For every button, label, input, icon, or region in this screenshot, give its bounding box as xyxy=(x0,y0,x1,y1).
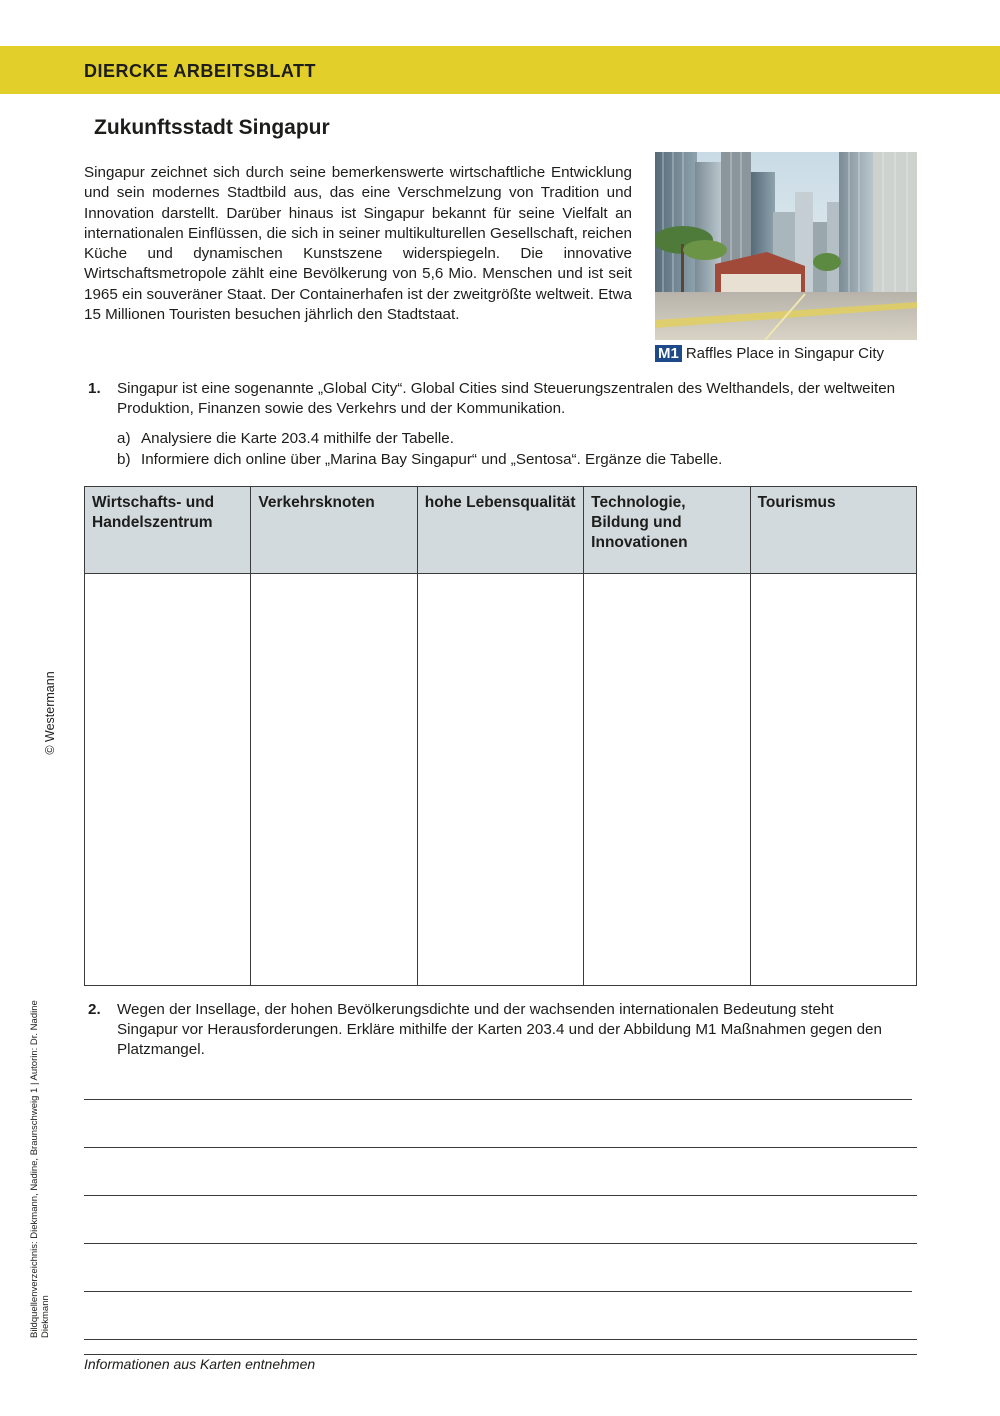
answer-cell[interactable] xyxy=(85,574,251,986)
figure-caption xyxy=(655,345,884,362)
answer-cell[interactable] xyxy=(251,574,417,986)
image-credits: Bildquellenverzeichnis: Diekmann, Nadine, Braunschweig 1 | Autorin: Dr. Nadine Diekmann xyxy=(29,1000,51,1338)
copyright-note: © Westermann xyxy=(43,671,57,755)
answer-line[interactable] xyxy=(84,1243,917,1244)
figure-tag: M1 xyxy=(655,345,682,362)
subtask-a-label: a) xyxy=(117,430,131,447)
banner-title: DIERCKE ARBEITSBLATT xyxy=(84,61,316,81)
table-header-row xyxy=(85,487,917,574)
answer-cell[interactable] xyxy=(584,574,750,986)
answer-line[interactable] xyxy=(84,1339,917,1340)
task-1-text: Singapur ist eine sogenannte „Global City“. Global Cities sind Steuerungszentralen des Welthandels, der weltweiten Produktion, Finanzen sowie des Verkehrs und der Kommunikation. xyxy=(117,380,896,417)
table-row xyxy=(85,574,917,986)
task-2 xyxy=(88,1000,892,1060)
column-header: Tourismus xyxy=(750,487,916,574)
task-1 xyxy=(88,379,917,419)
subtask-b xyxy=(117,451,722,468)
subtask-b-label: b) xyxy=(117,451,131,468)
answer-line[interactable] xyxy=(84,1147,917,1148)
raffles-place-photo xyxy=(655,152,917,340)
subtask-a-text: Analysiere die Karte 203.4 mithilfe der Tabelle. xyxy=(141,430,454,447)
column-header: Verkehrsknoten xyxy=(251,487,417,574)
column-header: Technologie, Bildung und Innovationen xyxy=(584,487,750,574)
answer-cell[interactable] xyxy=(750,574,916,986)
column-header: Wirtschafts- und Handelszentrum xyxy=(85,487,251,574)
answer-cell[interactable] xyxy=(417,574,583,986)
analysis-table xyxy=(84,486,917,986)
subtask-a xyxy=(117,430,454,447)
column-header: hohe Lebensqualität xyxy=(417,487,583,574)
answer-line[interactable] xyxy=(84,1291,912,1292)
intro-text: Singapur zeichnet sich durch seine bemerkenswerte wirtschaftliche Entwicklung und sein modernes Stadtbild aus, das eine Verschmelzung von Tradition und Innovation darstellt. Darüber hinaus ist Singapur bekannt für seine Vielfalt an internationalen Einflüssen, die sich in seiner multikulturellen Gesellschaft, reichen Küche und dynamischen Kunstszene widerspiegeln. Die innovative Wirtschaftsmetropole zählt eine Bevölkerung von 5,6 Mio. Menschen und ist seit 1965 ein souveräner Staat. Der Containerhafen ist der zweitgrößte weltweit. Etwa 15 Millionen Touristen besuchen jährlich den Stadtstaat. xyxy=(84,164,632,324)
task-2-text: Wegen der Insellage, der hohen Bevölkerungsdichte und der wachsenden internationalen Bedeutung steht Singapur vor Herausforderungen. Erkläre mithilfe der Karten 203.4 und der Abbildung M1 Maßnahmen gegen den Platzmangel. xyxy=(117,1001,882,1058)
answer-line[interactable] xyxy=(84,1195,917,1196)
page-title: Zukunftsstadt Singapur xyxy=(94,116,330,139)
task-1-number: 1. xyxy=(88,380,101,397)
subtask-b-text: Informiere dich online über „Marina Bay Singapur“ und „Sentosa“. Ergänze die Tabelle. xyxy=(141,451,723,468)
figure-caption-text: Raffles Place in Singapur City xyxy=(685,345,885,362)
footer-divider xyxy=(84,1354,917,1355)
task-2-number: 2. xyxy=(88,1001,101,1018)
answer-line[interactable] xyxy=(84,1099,912,1100)
footer-text: Informationen aus Karten entnehmen xyxy=(84,1356,316,1372)
